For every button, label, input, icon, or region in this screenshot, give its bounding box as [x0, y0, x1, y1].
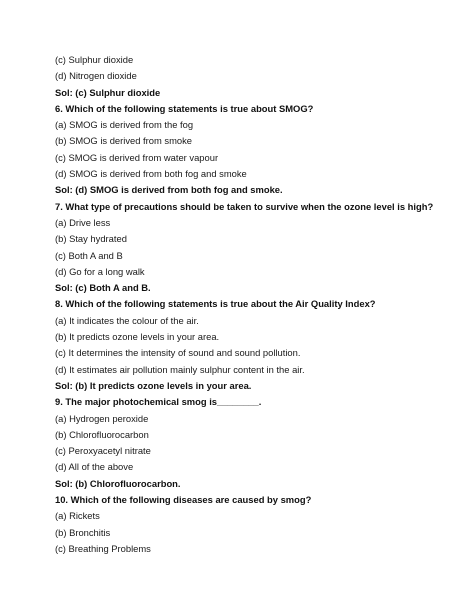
solution-line: Sol: (d) SMOG is derived from both fog and smoke.	[55, 184, 283, 196]
option-line: (d) Nitrogen dioxide	[55, 70, 137, 82]
option-line: (c) Sulphur dioxide	[55, 54, 134, 65]
option-line: (b) It predicts ozone levels in your area.	[55, 331, 220, 343]
option-line: (d) Go for a long walk	[55, 265, 145, 277]
solution-line: Sol: (b) Chlorofluorocarbon.	[55, 477, 181, 489]
option-line: (b) Stay hydrated	[55, 233, 127, 245]
option-line: (c) It determines the intensity of sound and sound pollution.	[55, 347, 301, 359]
option-line: (c) Both A and B	[55, 249, 123, 261]
question-line: 9. The major photochemical smog is________.	[55, 396, 262, 408]
option-line: (b) Bronchitis	[55, 526, 111, 538]
question-line: 7. What type of precautions should be taken to survive when the ozone level is high?	[55, 200, 434, 212]
option-line: (a) SMOG is derived from the fog	[55, 119, 194, 131]
option-line: (b) Chlorofluorocarbon	[55, 428, 149, 440]
option-line: (a) It indicates the colour of the air.	[55, 314, 199, 326]
document-page	[55, 52, 465, 557]
option-line: (d) It estimates air pollution mainly sulphur content in the air.	[55, 363, 305, 375]
question-line: 10. Which of the following diseases are caused by smog?	[55, 494, 312, 506]
option-line: (b) SMOG is derived from smoke	[55, 135, 193, 147]
solution-line: Sol: (c) Sulphur dioxide	[55, 86, 161, 98]
option-line: (d) SMOG is derived from both fog and smoke	[55, 168, 247, 180]
option-line: (a) Hydrogen peroxide	[55, 412, 149, 424]
question-line: 8. Which of the following statements is true about the Air Quality Index?	[55, 298, 376, 310]
option-line: (d) All of the above	[55, 461, 134, 473]
solution-line: Sol: (c) Both A and B.	[55, 282, 151, 294]
option-line: (c) SMOG is derived from water vapour	[55, 151, 219, 163]
solution-line: Sol: (b) It predicts ozone levels in your area.	[55, 379, 252, 391]
question-line: 6. Which of the following statements is true about SMOG?	[55, 102, 314, 114]
option-line: (a) Rickets	[55, 510, 100, 522]
option-line: (c) Breathing Problems	[55, 542, 151, 554]
option-line: (c) Peroxyacetyl nitrate	[55, 445, 151, 457]
option-line: (a) Drive less	[55, 216, 111, 228]
